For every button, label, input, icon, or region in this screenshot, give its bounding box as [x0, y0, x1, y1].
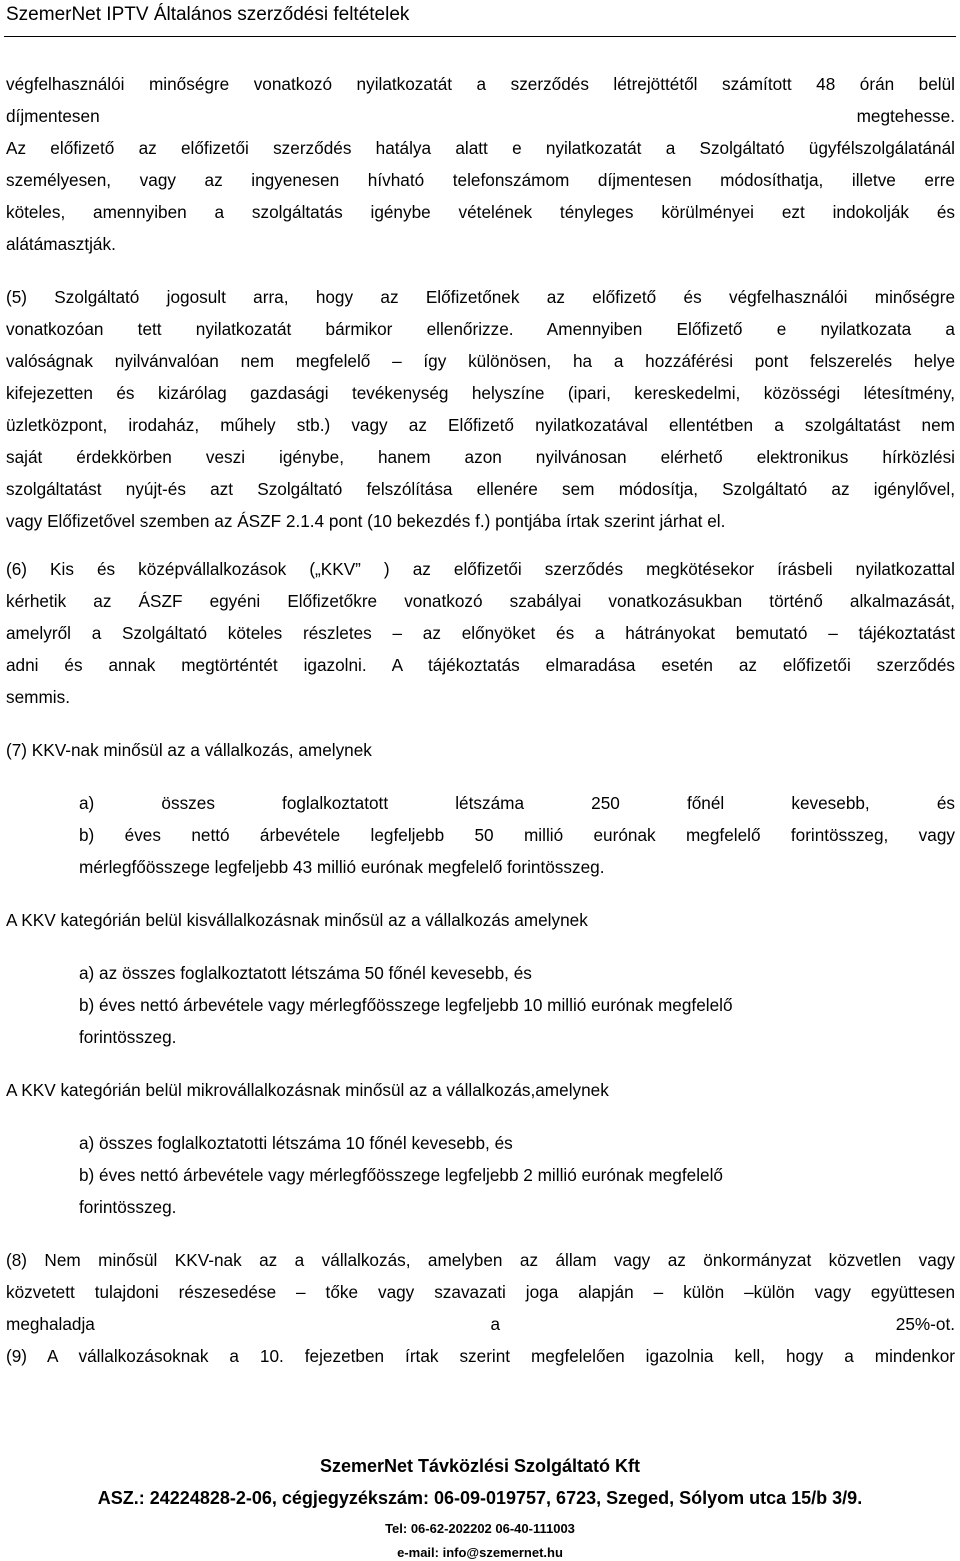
paragraph-gap	[6, 537, 955, 553]
paragraph-gap	[6, 883, 955, 904]
text-line: adni és annak megtörténtét igazolni. A tájékoztatás elmaradása esetén az előfizetői szerződés	[6, 655, 955, 675]
list-item: b) éves nettó árbevétele legfeljebb 50 millió eurónak megfelelő forintösszeg, vagy	[79, 825, 955, 845]
paragraph-gap	[6, 766, 955, 787]
text-line: vagy Előfizetővel szemben az ÁSZF 2.1.4 pont (10 bekezdés f.) pontjába írtak szerint járhat el.	[6, 511, 726, 531]
list-item: mérlegfőösszege legfeljebb 43 millió eurónak megfelelő forintösszeg.	[79, 857, 605, 877]
text-line: A KKV kategórián belül mikrovállalkozásnak minősül az a vállalkozás,amelynek	[6, 1080, 609, 1100]
footer-registration: ASZ.: 24224828-2-06, cégjegyzékszám: 06-09-019757, 6723, Szeged, Sólyom utca 15/b 3/9.	[97, 1488, 863, 1508]
text-line: (8) Nem minősül KKV-nak az a vállalkozás, amelyben az állam vagy az önkormányzat közvetlen vagy	[6, 1250, 955, 1270]
text-line: semmis.	[6, 687, 70, 707]
document-header-title: SzemerNet IPTV Általános szerződési feltételek	[6, 4, 410, 25]
paragraph-gap	[6, 713, 955, 734]
paragraph-gap	[6, 1053, 955, 1074]
list-item: a) összes foglalkoztatott létszáma 250 főnél kevesebb, és	[79, 793, 955, 813]
text-line: szolgáltatást nyújt-és azt Szolgáltató felszólítása ellenére sem módosítja, Szolgáltató az igénylővel,	[6, 479, 955, 499]
text-line: meghaladja a 25%-ot.	[6, 1314, 955, 1334]
text-line: Az előfizető az előfizetői szerződés hatálya alatt e nyilatkozatát a Szolgáltató ügyfélszolgálatánál	[6, 138, 955, 158]
document-body	[6, 68, 955, 1372]
footer-email: e-mail: info@szemernet.hu	[397, 1545, 563, 1560]
paragraph-gap	[6, 260, 955, 281]
text-line: valóságnak nyilvánvalóan nem megfelelő – így különösen, ha a hozzáférési pont felszerelés helye	[6, 351, 955, 371]
paragraph-gap	[6, 936, 955, 957]
text-line: amelyről a Szolgáltató köteles részletes – az előnyöket és a hátrányokat bemutató – tájékoztatást	[6, 623, 955, 643]
text-line: vonatkozóan tett nyilatkozatát bármikor ellenőrizze. Amennyiben Előfizető e nyilatkozata a	[6, 319, 955, 339]
text-line: (5) Szolgáltató jogosult arra, hogy az Előfizetőnek az előfizető és végfelhasználói minőségre	[6, 287, 955, 307]
text-line: díjmentesen megtehesse.	[6, 106, 955, 126]
footer-company-name: SzemerNet Távközlési Szolgáltató Kft	[319, 1456, 641, 1476]
footer-phone: Tel: 06-62-202202 06-40-111003	[385, 1521, 575, 1536]
text-line: A KKV kategórián belül kisvállalkozásnak minősül az a vállalkozás amelynek	[6, 910, 588, 930]
list-item: a) összes foglalkoztatotti létszáma 10 főnél kevesebb, és	[79, 1133, 513, 1153]
header-divider	[4, 36, 956, 37]
list-item: a) az összes foglalkoztatott létszáma 50 főnél kevesebb, és	[79, 963, 532, 983]
text-line: alátámasztják.	[6, 234, 116, 254]
text-line: személyesen, vagy az ingyenesen hívható telefonszámom díjmentesen módosíthatja, illetve erre	[6, 170, 955, 190]
text-line: saját érdekkörben veszi igénybe, hanem azon nyilvánosan elérhető elektronikus hírközlési	[6, 447, 955, 467]
text-line: üzletközpont, irodaház, műhely stb.) vagy az Előfizető nyilatkozatával ellentétben a szolgáltatást nem	[6, 415, 955, 435]
list-item: b) éves nettó árbevétele vagy mérlegfőösszege legfeljebb 10 millió eurónak megfelelő	[79, 995, 733, 1015]
text-line: kérhetik az ÁSZF egyéni Előfizetőkre vonatkozó szabályai vonatkozásukban történő alkalmazását,	[6, 591, 955, 611]
text-line: (9) A vállalkozásoknak a 10. fejezetben írtak szerint megfelelően igazolnia kell, hogy a mindenkor	[6, 1346, 955, 1366]
text-line: végfelhasználói minőségre vonatkozó nyilatkozatát a szerződés létrejöttétől számított 48 órán belül	[6, 74, 955, 94]
paragraph-gap	[6, 1106, 955, 1127]
text-line: kifejezetten és kizárólag gazdasági tevékenység helyszíne (ipari, kereskedelmi, közösségi létesítmény,	[6, 383, 955, 403]
paragraph-gap	[6, 1223, 955, 1244]
list-item: b) éves nettó árbevétele vagy mérlegfőösszege legfeljebb 2 millió eurónak megfelelő	[79, 1165, 723, 1185]
text-line: (7) KKV-nak minősül az a vállalkozás, amelynek	[6, 740, 372, 760]
text-line: közvetett tulajdoni részesedése – tőke vagy szavazati joga alapján – külön –külön vagy együttesen	[6, 1282, 955, 1302]
text-line: (6) Kis és középvállalkozások („KKV” ) az előfizetői szerződés megkötésekor írásbeli nyilatkozattal	[6, 559, 955, 579]
text-line: köteles, amennyiben a szolgáltatás igénybe vételének tényleges körülményei ezt indokolják és	[6, 202, 955, 222]
list-item: forintösszeg.	[79, 1197, 177, 1217]
list-item: forintösszeg.	[79, 1027, 177, 1047]
